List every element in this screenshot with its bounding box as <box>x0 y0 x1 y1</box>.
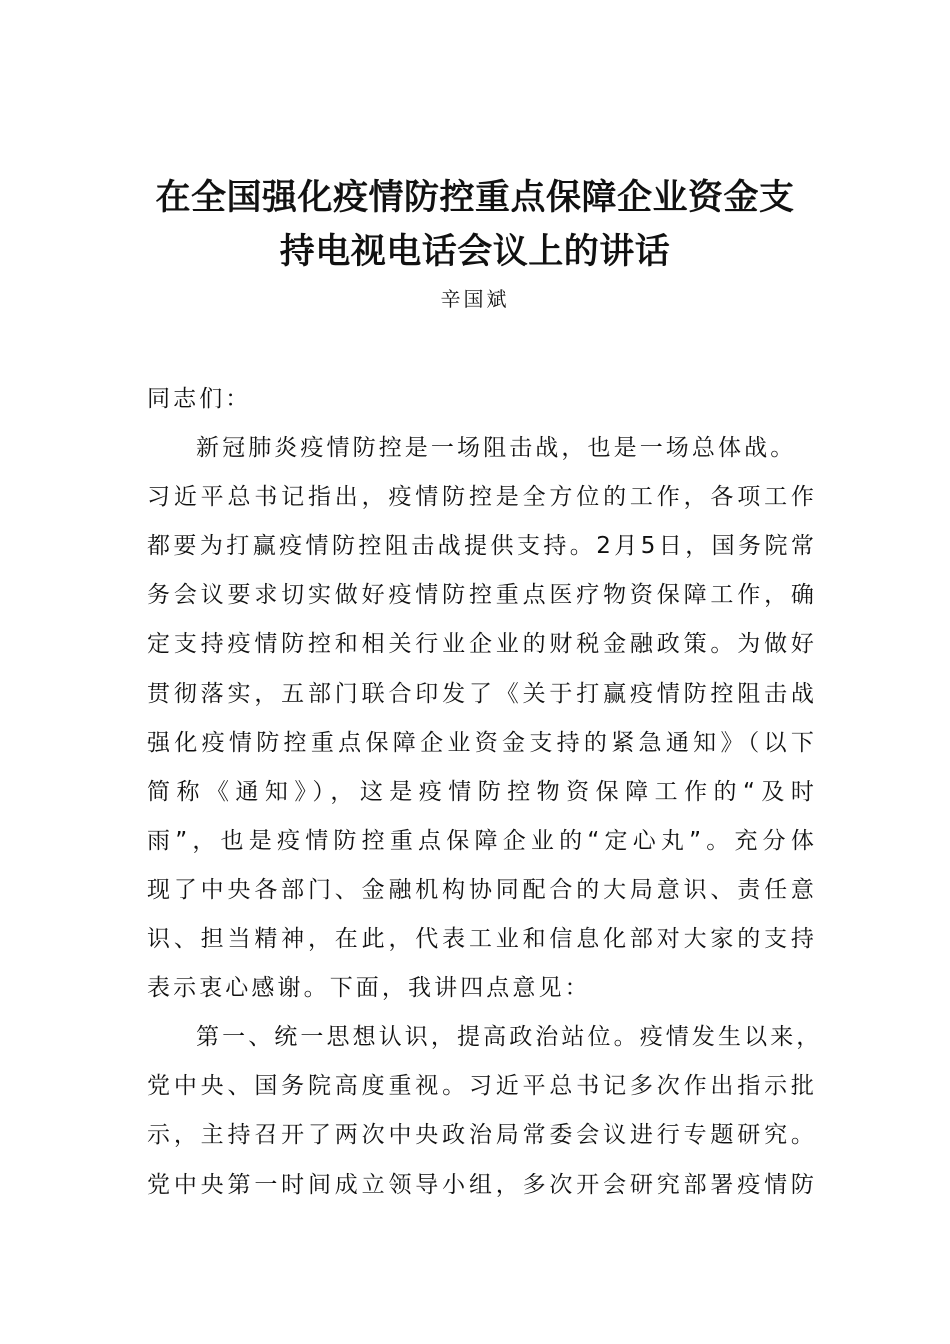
salutation: 同志们： <box>147 386 252 412</box>
author-name: 辛国斌 <box>440 287 510 311</box>
body-line-11: 识、担当精神，在此，代表工业和信息化部对大家的支持 <box>147 926 817 953</box>
document-title <box>120 171 830 279</box>
body-line-5: 定支持疫情防控和相关行业企业的财税金融政策。为做好 <box>147 631 817 658</box>
body-line-2: 习近平总书记指出，疫情防控是全方位的工作，各项工作 <box>147 484 817 511</box>
title-line-1: 在全国强化疫情防控重点保障企业资金支 <box>155 177 795 218</box>
body-line-9: 雨”，也是疫情防控重点保障企业的“定心丸”。充分体 <box>147 827 817 854</box>
body-line-3: 都要为打赢疫情防控阻击战提供支持。2月5日，国务院常 <box>147 533 817 560</box>
body-line-15: 示，主持召开了两次中央政治局常委会议进行专题研究。 <box>147 1122 817 1149</box>
speech-body <box>147 375 823 1210</box>
body-line-12: 表示衷心感谢。下面，我讲四点意见： <box>147 975 591 1002</box>
body-line-16: 党中央第一时间成立领导小组，多次开会研究部署疫情防 <box>147 1171 817 1198</box>
title-line-2: 持电视电话会议上的讲话 <box>279 231 671 272</box>
body-line-8: 简称《通知》），这是疫情防控物资保障工作的“及时 <box>147 778 817 805</box>
body-line-4: 务会议要求切实做好疫情防控重点医疗物资保障工作，确 <box>147 582 817 609</box>
body-line-1: 新冠肺炎疫情防控是一场阻击战，也是一场总体战。 <box>196 435 797 462</box>
body-line-14: 党中央、国务院高度重视。习近平总书记多次作出指示批 <box>147 1073 817 1100</box>
body-line-10: 现了中央各部门、金融机构协同配合的大局意识、责任意 <box>147 876 817 903</box>
body-line-13: 第一、统一思想认识，提高政治站位。疫情发生以来， <box>196 1024 823 1051</box>
body-line-6: 贯彻落实，五部门联合印发了《关于打赢疫情防控阻击战 <box>147 680 817 707</box>
body-line-7: 强化疫情防控重点保障企业资金支持的紧急通知》（以下 <box>147 729 817 756</box>
